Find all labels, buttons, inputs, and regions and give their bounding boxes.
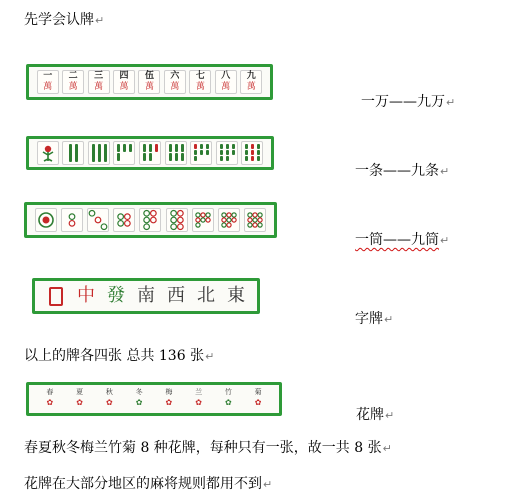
tile-numeral: 伍 [144,71,154,81]
bamboo-icon [38,142,58,164]
tile-suit: 萬 [94,82,104,92]
bamboo-icon [217,142,237,164]
bamboo-tile [37,141,59,165]
bamboo-tile [139,141,161,165]
circle-tile [218,208,240,232]
honor-character: 東 [227,285,245,306]
tong-tiles-strip [24,202,277,238]
flower-tile [247,389,269,409]
circle-icon [36,209,56,231]
flower-tiles-strip [26,382,282,416]
paragraph-mark: ↵ [384,313,394,326]
circle-tile [139,208,161,232]
tile-numeral: 三 [94,71,104,81]
flower-tile [128,389,150,409]
white-dragon-icon [49,287,63,306]
paragraph-mark: ↵ [382,442,392,455]
heading-text: 先学会认牌 [24,12,94,28]
flower-tile [69,389,91,409]
circle-icon [245,209,265,231]
flower-label: 夏 [76,388,84,396]
honor-tile [73,283,99,309]
paragraph-mark: ↵ [385,409,395,422]
tile-suit: 萬 [68,82,78,92]
honor-character: 中 [77,285,95,306]
circle-icon [88,209,108,231]
tong-caption-text: 一筒——九筒 [355,232,439,248]
flower-note [24,476,272,493]
paragraph-mark: ↵ [95,14,105,27]
circle-icon [219,209,239,231]
bamboo-icon [89,142,109,164]
honor-caption [355,311,393,328]
total-line [24,348,214,365]
honor-character: 發 [107,285,125,306]
tile-numeral: 二 [68,71,78,81]
paragraph-mark: ↵ [446,96,456,109]
tile-numeral: 四 [119,71,129,81]
honor-character: 北 [197,285,215,306]
wan-tiles-strip [26,64,273,100]
honor-tiles-strip [32,278,260,314]
wan-tile [88,70,110,94]
honor-caption-text: 字牌 [355,311,383,327]
tile-numeral: 七 [195,71,205,81]
flower-note-text: 花牌在大部分地区的麻将规则都用不到 [24,476,262,492]
bamboo-icon [114,142,134,164]
tile-numeral: 九 [246,71,256,81]
flower-icon: ✿ [165,398,173,407]
bamboo-icon [191,142,211,164]
paragraph-mark: ↵ [440,234,450,247]
flower-icon: ✿ [225,398,232,407]
bamboo-tile [165,141,187,165]
paragraph-mark: ↵ [263,478,273,491]
tong-caption [355,232,449,249]
circle-tile [166,208,188,232]
circle-tile [61,208,83,232]
flower-label: 兰 [195,388,203,396]
circle-icon [193,209,213,231]
tile-numeral: 六 [170,71,180,81]
paragraph-mark: ↵ [205,350,215,363]
flower-tile [98,389,120,409]
flower-tile [217,389,239,409]
honor-tile [133,283,159,309]
wan-tile [215,70,237,94]
flower-tile [39,389,61,409]
wan-tile [164,70,186,94]
tile-suit: 萬 [246,82,256,92]
tile-suit: 萬 [119,82,129,92]
wan-tile [138,70,160,94]
circle-icon [114,209,134,231]
tiao-tiles-strip [26,136,274,170]
flower-label: 春 [46,388,54,396]
honor-tile [163,283,189,309]
flower-label: 冬 [135,388,143,396]
flower-description-text: 春夏秋冬梅兰竹菊 8 种花牌，每种只有一张，故一共 8 张 [24,440,382,456]
tiao-caption-text: 一条——九条 [355,163,439,179]
wan-tile [189,70,211,94]
circle-tile [113,208,135,232]
flower-icon: ✿ [254,398,262,407]
flower-tile [158,389,180,409]
bamboo-tile [190,141,212,165]
honor-character: 西 [167,285,185,306]
flower-label: 秋 [105,388,113,396]
tile-suit: 萬 [195,82,205,92]
flower-tile [188,389,210,409]
wan-tile [240,70,262,94]
tile-suit: 萬 [43,82,53,92]
circle-icon [140,209,160,231]
wan-tile [37,70,59,94]
flower-icon: ✿ [195,398,202,407]
honor-character: 南 [137,285,155,306]
bamboo-tile [216,141,238,165]
circle-tile [87,208,109,232]
flower-icon: ✿ [106,398,113,407]
white-dragon-tile [43,283,69,309]
circle-icon [62,209,82,231]
tiao-caption [355,163,449,180]
flower-label: 竹 [224,388,232,396]
flower-label: 梅 [165,388,173,396]
honor-tile [103,283,129,309]
bamboo-tile [241,141,263,165]
tile-suit: 萬 [221,82,231,92]
bamboo-icon [242,142,262,164]
flower-label: 菊 [254,388,262,396]
tile-numeral: 八 [221,71,231,81]
circle-tile [244,208,266,232]
bamboo-icon [63,142,83,164]
flower-icon: ✿ [76,398,83,407]
bamboo-icon [166,142,186,164]
flower-caption-text: 花牌 [356,407,384,423]
total-text: 以上的牌各四张 总共 136 张 [24,348,205,364]
tile-suit: 萬 [144,82,154,92]
flower-icon: ✿ [46,398,54,407]
wan-caption-text: 一万——九万 [361,94,445,110]
tile-suit: 萬 [170,82,180,92]
circle-tile [35,208,57,232]
bamboo-tile [113,141,135,165]
circle-tile [192,208,214,232]
flower-description [24,440,392,457]
tile-numeral: 一 [43,71,53,81]
flower-caption [356,407,394,424]
honor-tile [223,283,249,309]
honor-tile [193,283,219,309]
wan-tile [113,70,135,94]
flower-icon: ✿ [135,398,143,407]
bamboo-tile [88,141,110,165]
wan-caption [361,94,455,111]
paragraph-mark: ↵ [440,165,450,178]
heading [24,12,104,29]
circle-icon [167,209,187,231]
bamboo-icon [140,142,160,164]
wan-tile [62,70,84,94]
bamboo-tile [62,141,84,165]
